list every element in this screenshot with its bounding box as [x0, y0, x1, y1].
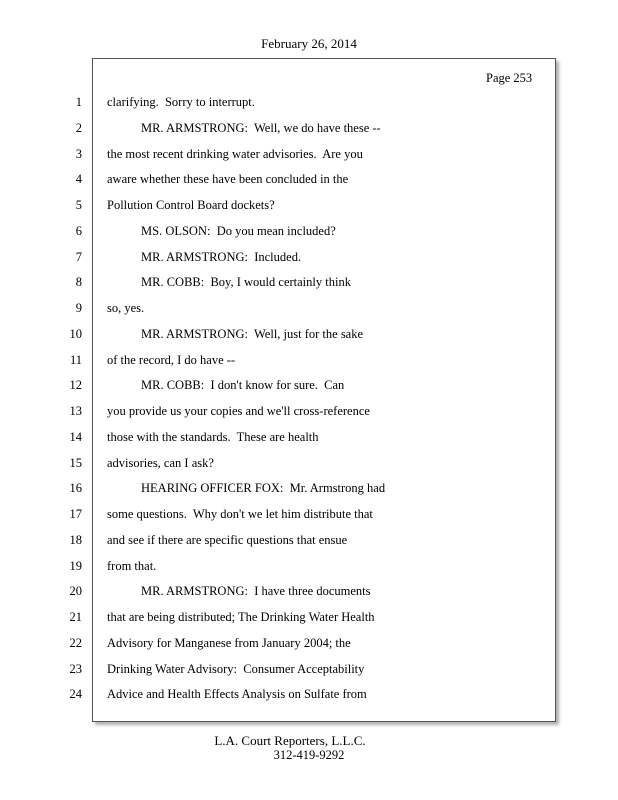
line-text: advisories, can I ask?: [107, 455, 214, 470]
line-text: MR. ARMSTRONG: Well, we do have these --: [141, 120, 381, 135]
line-number: 16: [69, 481, 82, 496]
transcript-line: [0, 608, 618, 626]
line-number: 22: [69, 635, 82, 650]
line-text: MR. COBB: I don't know for sure. Can: [141, 378, 345, 393]
line-text: HEARING OFFICER FOX: Mr. Armstrong had: [141, 481, 386, 496]
line-number: 6: [75, 223, 82, 238]
line-number: 11: [69, 352, 82, 367]
line-text: MR. ARMSTRONG: Well, just for the sake: [141, 326, 364, 341]
line-number: 1: [75, 95, 82, 109]
transcript-line: [0, 454, 618, 472]
line-number: 21: [69, 610, 82, 624]
line-number: 13: [69, 404, 82, 418]
transcript-line: [0, 402, 618, 420]
transcript-line: [0, 660, 618, 678]
line-text: you provide us your copies and we'll cross-reference: [107, 404, 370, 418]
line-text: and see if there are specific questions that ensue: [107, 532, 348, 547]
line-number: 15: [69, 455, 82, 470]
transcript-line: [0, 376, 618, 394]
line-number: 4: [75, 172, 82, 187]
page-number: Page 253: [486, 71, 533, 85]
transcript-line: [0, 634, 618, 652]
transcript-line: [0, 582, 618, 600]
line-number: 14: [69, 429, 82, 444]
line-text: some questions. Why don't we let him distribute that: [107, 507, 373, 521]
line-number: 12: [69, 378, 82, 393]
line-text: MR. ARMSTRONG: I have three documents: [141, 584, 371, 599]
transcript-line: [0, 93, 618, 111]
line-text: Advisory for Manganese from January 2004; the: [107, 635, 351, 650]
line-number: 24: [69, 687, 82, 702]
line-text: MR. COBB: Boy, I would certainly think: [141, 275, 351, 290]
transcript-line: [0, 505, 618, 523]
transcript-line: [0, 428, 618, 446]
transcript-line: [0, 273, 618, 291]
line-text: of the record, I do have --: [107, 352, 236, 367]
line-number: 23: [69, 661, 82, 676]
line-number: 20: [69, 584, 82, 599]
line-text: Pollution Control Board dockets?: [107, 198, 275, 212]
transcript-line: [0, 479, 618, 497]
line-number: 7: [75, 249, 82, 264]
transcript-line: [0, 170, 618, 188]
line-number: 18: [69, 532, 82, 547]
header-date: February 26, 2014: [261, 36, 357, 51]
transcript-line: [0, 119, 618, 137]
transcript-line: [0, 325, 618, 343]
line-text: aware whether these have been concluded in the: [107, 172, 349, 187]
line-number: 9: [75, 301, 82, 315]
line-text: that are being distributed; The Drinking Water Health: [107, 610, 375, 624]
line-text: those with the standards. These are health: [107, 429, 319, 444]
line-number: 5: [75, 198, 82, 212]
footer-phone: 312-419-9292: [273, 748, 345, 762]
line-number: 10: [69, 326, 82, 341]
line-text: Drinking Water Advisory: Consumer Acceptability: [107, 661, 365, 676]
line-text: MR. ARMSTRONG: Included.: [141, 249, 302, 264]
transcript-line: [0, 248, 618, 266]
transcript-line: [0, 557, 618, 575]
transcript-line: [0, 145, 618, 163]
line-text: the most recent drinking water advisories. Are you: [107, 146, 363, 161]
transcript-line: [0, 531, 618, 549]
line-number: 8: [75, 275, 82, 290]
transcript-line: [0, 196, 618, 214]
line-number: 2: [75, 120, 82, 135]
transcript-line: [0, 351, 618, 369]
transcript-line: [0, 685, 618, 703]
line-text: clarifying. Sorry to interrupt.: [107, 95, 255, 109]
line-number: 17: [69, 507, 82, 521]
transcript-line: [0, 222, 618, 240]
footer-company: L.A. Court Reporters, L.L.C.: [214, 733, 366, 748]
transcript-line: [0, 299, 618, 317]
line-number: 3: [75, 146, 82, 161]
line-number: 19: [69, 558, 82, 573]
line-text: MS. OLSON: Do you mean included?: [141, 223, 336, 238]
line-text: Advice and Health Effects Analysis on Sulfate from: [107, 687, 367, 702]
line-text: from that.: [107, 558, 157, 573]
line-text: so, yes.: [107, 301, 145, 315]
